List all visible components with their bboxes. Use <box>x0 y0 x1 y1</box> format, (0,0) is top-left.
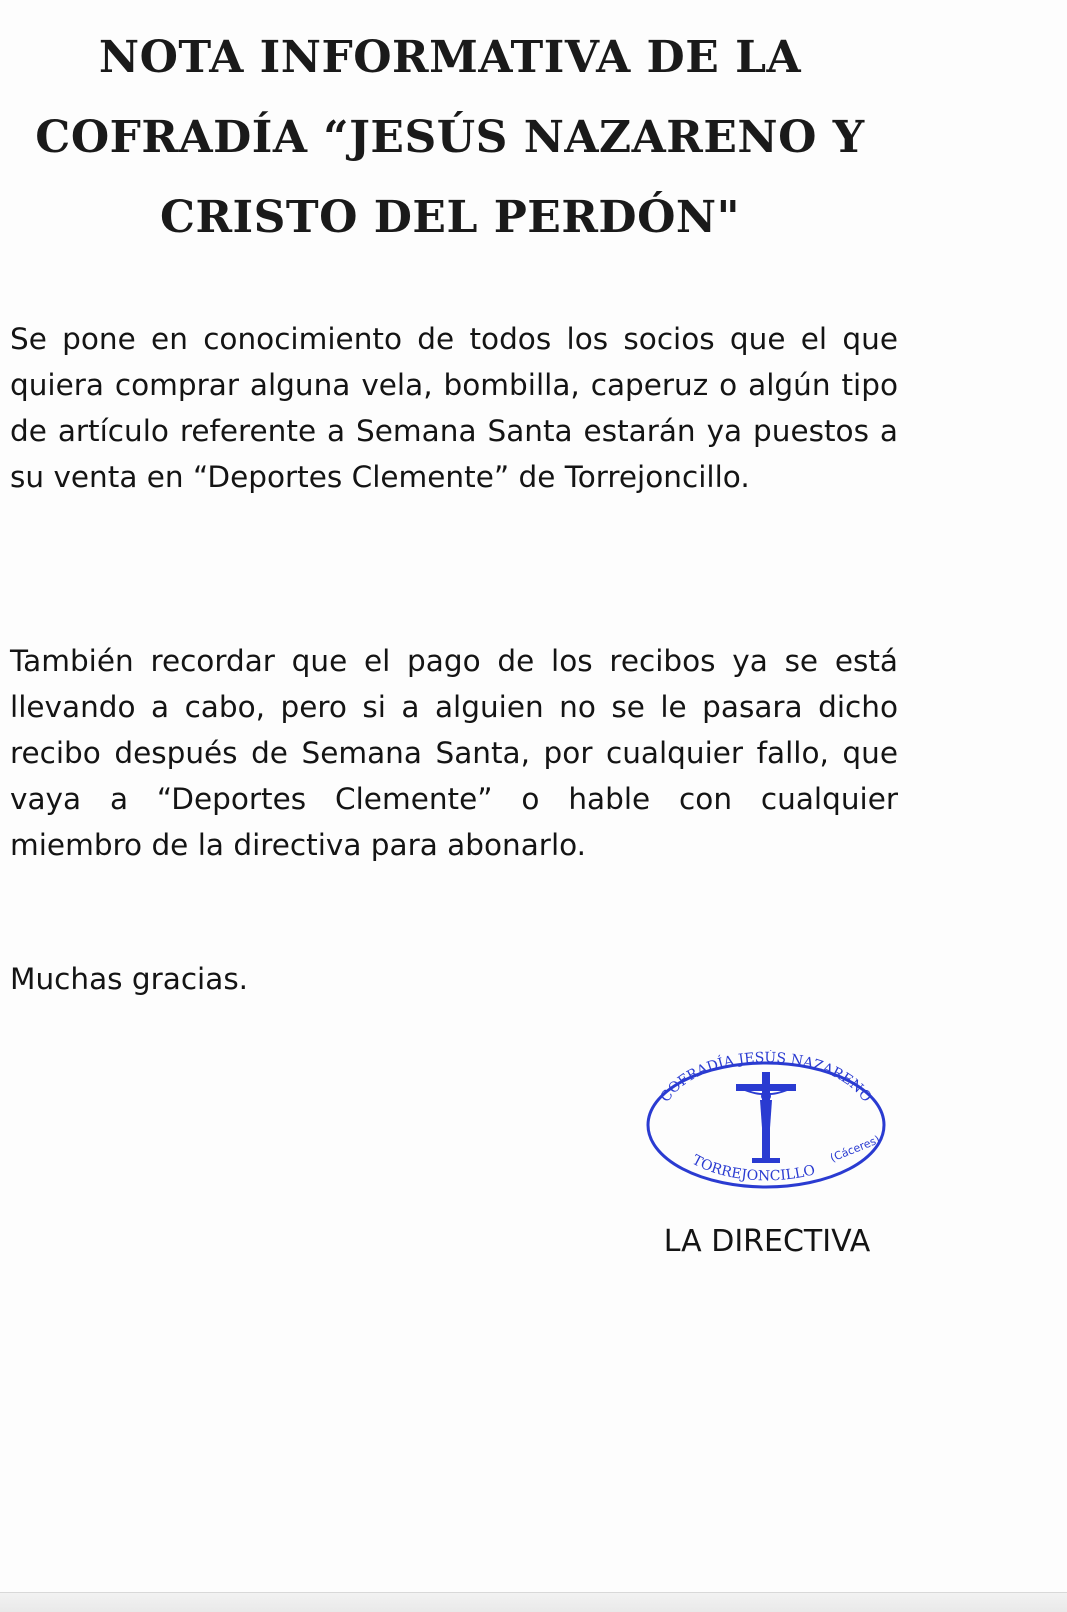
paragraph-sales-notice: Se pone en conocimiento de todos los socios que el que quiera comprar alguna vela, bombilla, caperuz o algún tipo de artículo referente a Semana Santa estarán ya puestos a su venta en “Deportes Clemente” de Torrejoncillo. <box>10 322 898 494</box>
crucifix-icon <box>736 1072 796 1163</box>
stamp-bottom-sub: (Cáceres) <box>828 1133 882 1165</box>
signature-la-directiva: LA DIRECTIVA <box>663 1224 871 1259</box>
paragraph-payment-notice: También recordar que el pago de los recibos ya se está llevando a cabo, pero si a alguien no se le pasara dicho recibo después de Semana Santa, por cualquier fallo, que vaya a “Deportes Clemente” o hable con cualquier miembro de la directiva para abonarlo. <box>10 644 898 862</box>
title-line-3: CRISTO DEL PERDÓN" <box>159 192 741 243</box>
title-line-1: NOTA INFORMATIVA DE LA <box>98 32 802 83</box>
closing-text: Muchas gracias. <box>10 962 249 996</box>
cofradia-stamp <box>636 1050 898 1200</box>
stamp-bottom-text: TORREJONCILLO <box>689 1152 817 1185</box>
stamp-top-text: COFRADÍA JESÚS NAZARENO <box>657 1050 875 1106</box>
title-line-2: COFRADÍA “JESÚS NAZARENO Y <box>35 112 865 163</box>
document-title <box>0 18 900 258</box>
page-bottom-edge <box>0 1592 1067 1612</box>
